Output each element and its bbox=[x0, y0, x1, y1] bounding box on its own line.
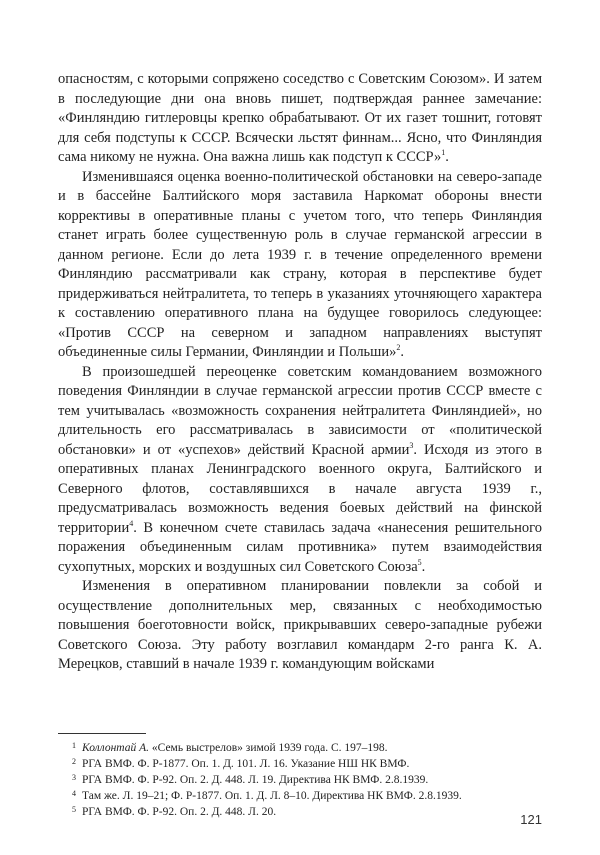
paragraph-text: Изменившаяся оценка военно-политической обстановки на северо-западе и в бассейне Балтийского моря заставила Наркомат обороны внести коррективы в оперативные планы с учетом того, что теперь Финляндия станет играть более существенную роль в случае германской агрессии в данном регионе. Если до лета 1939 г. в течение определенного времени Финляндию рассматривали как страну, которая в перспективе будет придерживаться нейтралитета, то теперь в указаниях уточняющего характера к составлению оперативного плана на будущее говорилось следующее: «Против СССР на северном и западном направлениях выступят объединенные силы Германии, Финляндии и Польши» bbox=[58, 168, 542, 360]
paragraph-text: опасностям, с которыми сопряжено соседство с Советским Союзом». И затем в последующие дни она вновь пишет, подтверждая раннее замечание: «Финляндию гитлеровцы крепко обрабатывают. От их газет тошнит, готовят для себя подступы к СССР. Всячески льстят финнам... Ясно, что Финляндия сама никому не нужна. Она важна лишь как подступ к СССР» bbox=[58, 71, 542, 165]
footnote-text: «Семь выстрелов» зимой 1939 года. С. 197–198. bbox=[149, 742, 388, 754]
footnote-number: 2 bbox=[72, 757, 76, 766]
paragraph-text: В произошедшей переоценке советским командованием возможного поведения Финляндии в случае германской агрессии против СССР вместе с тем учитывалась «возможность сохранения нейтралитета Финляндией», но длительность его рассматривалась в зависимости от «политической обстановки» и от «успехов» действий Красной армии bbox=[58, 363, 542, 458]
footnote-number: 3 bbox=[72, 773, 76, 782]
footnote-ref: 2 bbox=[396, 343, 401, 353]
paragraph-1: опасностям, с которыми сопряжено соседство с Советским Союзом». И затем в последующие дни она вновь пишет, подтверждая раннее замечание: «Финляндию гитлеровцы крепко обрабатывают. От их газет тошнит, готовят для себя подступы к СССР. Всячески льстят финнам... Ясно, что Финляндия сама никому не нужна. Она важна лишь как подступ к СССР»$^1$. bbox=[58, 71, 542, 165]
footnote-text: РГА ВМФ. Ф. Р-92. Оп. 2. Д. 448. Л. 20. bbox=[82, 806, 277, 818]
footnote-text: Там же. Л. 19–21; Ф. Р-1877. Оп. 1. Д. Л. 8–10. Директива НК ВМФ. 2.8.1939. bbox=[82, 790, 462, 802]
paragraph-2: Изменившаяся оценка военно-политической обстановки на северо-западе и в бассейне Балтийского моря заставила Наркомат обороны внести коррективы в оперативные планы с учетом того, что теперь Финляндия станет играть более существенную роль в случае германской агрессии в данном регионе. Если до лета 1939 г. в течение определенного времени Финляндию рассматривали как страну, которая в перспективе будет придерживаться нейтралитета, то теперь в указаниях уточняющего характера к составлению оперативного плана на будущее говорилось следующее: «Против СССР на северном и западном направлениях выступят объединенные силы Германии, Финляндии и Польши»$^2$. bbox=[58, 168, 542, 360]
footnote-1 bbox=[58, 740, 542, 756]
footnote-divider bbox=[58, 733, 146, 734]
paragraph-text: . Исходя из этого в оперативных планах Ленинградского военного округа, Балтийского и Северного флотов, составлявшихся в начале августа 1939 г., предусматривалась возможность ведения боевых действий на финской территории bbox=[58, 441, 542, 536]
footnote-ref: 1 bbox=[441, 148, 446, 158]
footnote-text: РГА ВМФ. Ф. Р-92. Оп. 2. Д. 448. Л. 19. Директива НК ВМФ. 2.8.1939. bbox=[82, 774, 429, 786]
footnote-text: РГА ВМФ. Ф. Р-1877. Оп. 1. Д. 101. Л. 16. Указание НШ НК ВМФ. bbox=[82, 758, 410, 770]
footnote-number: 5 bbox=[72, 805, 76, 814]
paragraph-text: Изменения в оперативном планировании повлекли за собой и осуществление дополнительных мер, связанных с необходимостью повышения боеготовности войск, прикрывавших северо-западные рубежи Советского Союза. Эту работу возглавил командарм 2-го ранга К. А. Мерецков, ставший в начале 1939 г. командующим войсками bbox=[58, 578, 542, 672]
paragraph-text: . В конечном счете ставилась задача «нанесения решительного поражения объединенным силам противника» путем взаимодействия сухопутных, морских и воздушных сил Советского Союза bbox=[58, 519, 542, 575]
footnote-number: 1 bbox=[72, 741, 76, 750]
footnote-body bbox=[82, 740, 388, 756]
footnote-ref: 5 bbox=[417, 557, 422, 567]
paragraph-3: В произошедшей переоценке советским командованием возможного поведения Финляндии в случае германской агрессии против СССР вместе с тем учитывалась «возможность сохранения нейтралитета Финляндией», но длительность его рассматривалась в зависимости от «политической обстановки» и от «успехов» действий Красной армии$^3$. Исходя из этого в оперативных планах Ленинградского военного округа, Балтийского и Северного флотов, составлявшихся в начале августа 1939 г., предусматривалась возможность ведения боевых действий на финской территории$^4$. В конечном счете ставилась задача «нанесения решительного поражения объединенным силам противника» путем взаимодействия сухопутных, морских и воздушных сил Советского Союза$^5$. bbox=[58, 363, 542, 575]
footnote-3 bbox=[58, 772, 542, 788]
footnote-author: Коллонтай А. bbox=[82, 742, 150, 754]
paragraph-4 bbox=[58, 577, 542, 675]
footnote-ref: 4 bbox=[129, 518, 134, 528]
footnotes bbox=[58, 740, 542, 820]
footnote-2 bbox=[58, 756, 542, 772]
main-text bbox=[58, 70, 542, 675]
page-number: 121 bbox=[520, 812, 542, 827]
footnote-number: 4 bbox=[72, 789, 76, 798]
footnote-5 bbox=[58, 804, 542, 820]
footnote-4 bbox=[58, 788, 542, 804]
footnote-ref: 3 bbox=[409, 440, 414, 450]
